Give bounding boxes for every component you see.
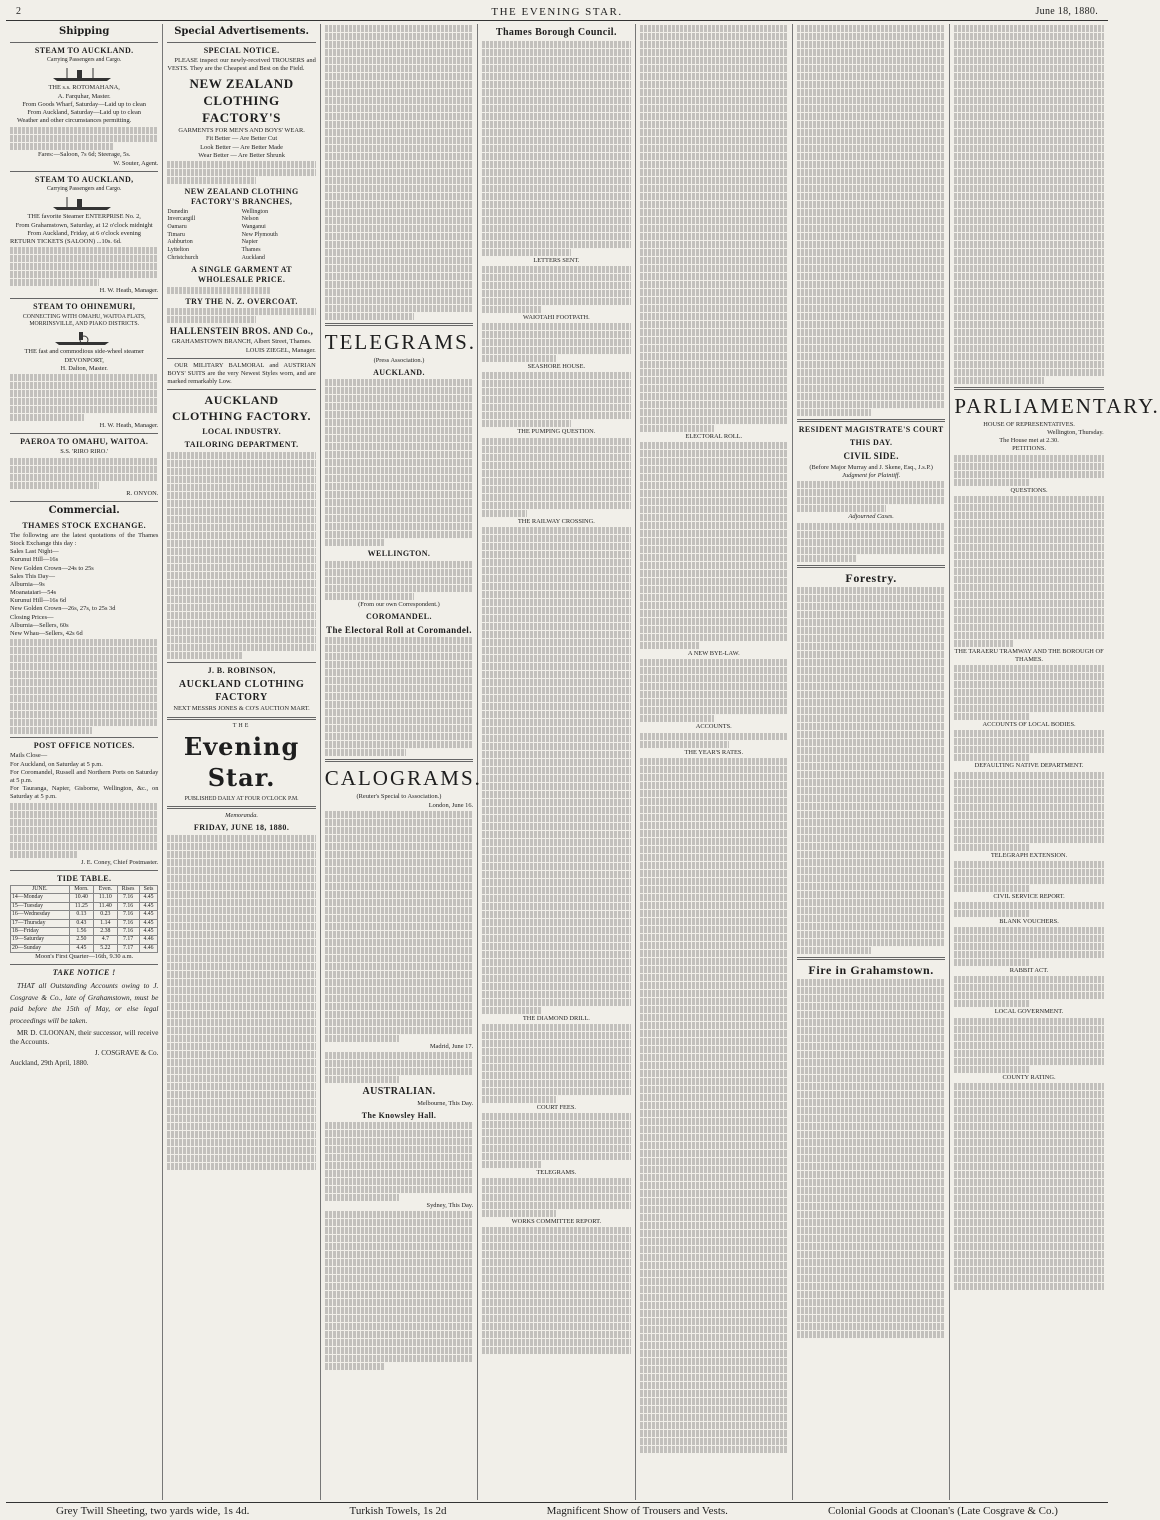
tide-header: Morn. — [69, 885, 94, 893]
commercial-line: New Whau—Sellers, 42s 6d — [10, 630, 83, 638]
text-lines — [797, 587, 945, 954]
footer-item: Colonial Goods at Cloonan's (Late Cosgrave & Co.) — [828, 1505, 1058, 1517]
text-lines — [482, 372, 630, 427]
column-7 — [950, 24, 1160, 1500]
branch: Christchurch — [167, 254, 199, 261]
divider — [167, 806, 315, 809]
tide-row — [11, 911, 158, 919]
text-lines — [954, 25, 1103, 384]
defaulting: DEFAULTING NATIVE DEPARTMENT. — [974, 762, 1084, 770]
text-lines — [640, 733, 788, 748]
ad-agent: H. W. Heath, Manager. — [99, 287, 159, 295]
ad-fares: Fares:—Saloon, 7s 6d; Steerage, 5s. — [37, 151, 131, 159]
text-lines — [482, 438, 630, 517]
text-lines — [167, 308, 315, 323]
text-lines — [954, 861, 1103, 892]
tide-cell: 5.22 — [94, 944, 117, 952]
cablegrams-heading: CALOGRAMS. — [324, 766, 482, 791]
factory-row: Look Better — Are Better Made — [200, 143, 284, 151]
single-garment: A SINGLE GARMENT AT WHOLESALE PRICE. — [191, 265, 293, 285]
text-lines — [954, 772, 1103, 851]
ad-title: STEAM TO AUCKLAND, — [34, 174, 134, 184]
paper-title: Evening Star. — [183, 732, 300, 792]
before-magistrates: (Before Major Murray and J. Skene, Esq., J.s.P.) — [809, 463, 933, 471]
text-lines — [797, 523, 945, 562]
text-lines — [640, 442, 788, 649]
text-lines — [325, 379, 473, 546]
column-1 — [6, 24, 163, 1500]
text-lines — [10, 247, 158, 286]
issue-date: June 18, 1880. — [1035, 6, 1098, 17]
tide-cell: 7.16 — [117, 911, 139, 919]
post-office-line: For Tauranga, Napier, Gisborne, Wellington, &c., on Saturday at 5 p.m. — [10, 785, 159, 801]
text-lines — [10, 127, 158, 150]
divider — [10, 42, 158, 43]
railway-crossing: THE RAILWAY CROSSING. — [517, 517, 595, 525]
text-lines — [954, 665, 1103, 720]
telegrams-sub: TELEGRAMS. — [536, 1169, 577, 1177]
seashore-house: SEASHORE HOUSE. — [527, 363, 586, 371]
section-shipping: Shipping — [59, 26, 110, 37]
text-lines — [482, 1113, 630, 1168]
divider — [797, 419, 945, 422]
factory-sub: GARMENTS FOR MEN'S AND BOYS' WEAR. — [178, 127, 305, 135]
tide-cell: 14—Monday — [11, 894, 70, 902]
text-lines — [797, 979, 945, 1338]
post-office-signoff: J. E. Coney, Chief Postmaster. — [81, 858, 159, 866]
text-lines — [640, 758, 788, 1453]
ad-ship: THE s.s. ROTOMAHANA, — [48, 84, 120, 92]
section-special-ads: Special Advertisements. — [174, 26, 309, 37]
reuters: (Reuter's Special to Association.) — [356, 793, 442, 801]
australian-heading: AUSTRALIAN. — [362, 1085, 436, 1097]
text-lines — [482, 1178, 630, 1217]
column-5 — [636, 24, 793, 1500]
text-lines — [325, 1122, 473, 1201]
ad-sub: Carrying Passengers and Cargo. — [47, 57, 122, 64]
tramway: THE TARAERU TRAMWAY AND THE BOROUGH OF THAMES. — [954, 647, 1104, 663]
fire-heading: Fire in Grahamstown. — [808, 962, 934, 977]
text-lines — [325, 1052, 473, 1083]
footer-item: Turkish Towels, 1s 2d — [349, 1505, 447, 1517]
factory-heading: NEW ZEALAND CLOTHING FACTORY'S — [189, 76, 294, 125]
text-lines — [10, 458, 158, 489]
columns — [6, 24, 1160, 1500]
branch: New Plymouth — [241, 231, 278, 238]
civil-side: CIVIL SIDE. — [843, 451, 899, 462]
ad-note: Weather and other circumstances permitting. — [17, 117, 132, 125]
rabbit-act: RABBIT ACT. — [1009, 967, 1049, 975]
footer-ad-strip — [6, 1502, 1108, 1519]
branch: Lyttelton — [167, 246, 190, 253]
text-lines — [640, 659, 788, 722]
ad-title: PAEROA TO OMAHU, WAITOA. — [20, 437, 149, 447]
text-lines — [954, 496, 1103, 647]
text-lines — [325, 637, 473, 756]
text-lines — [325, 811, 473, 1042]
branch-list — [167, 209, 315, 263]
column-4 — [478, 24, 635, 1500]
factory-row: Fit Better — Are Better Cut — [205, 135, 278, 143]
tide-cell: 15—Tuesday — [11, 902, 70, 910]
take-notice-heading: TAKE NOTICE ! — [52, 968, 116, 978]
tide-row — [11, 902, 158, 910]
tide-table — [10, 885, 158, 953]
tide-cell: 4.45 — [139, 911, 158, 919]
melbourne-dateline: Melbourne, This Day. — [417, 1099, 474, 1107]
text-lines — [10, 374, 158, 421]
ad-line: From Grahamstown, Saturday, at 12 o'clock midnight — [15, 221, 153, 229]
ad-master: H. Dalton, Master. — [60, 364, 108, 372]
county-rating: COUNTY RATING. — [1002, 1073, 1056, 1081]
local-industry: LOCAL INDUSTRY. — [202, 427, 281, 437]
branch: Nelson — [241, 216, 259, 223]
section-commercial: Commercial. — [48, 504, 120, 516]
tide-row — [11, 936, 158, 944]
text-lines — [797, 481, 945, 512]
commercial-line: Kurunui Hill—16s — [10, 556, 59, 564]
adjourned: Adjourned Cases. — [848, 513, 894, 521]
house-met: The House met at 2.30. — [999, 437, 1059, 445]
tide-cell: 4.46 — [139, 936, 158, 944]
post-office-line: For Auckland, on Saturday at 5 p.m. — [10, 760, 103, 768]
auckland-dateline: AUCKLAND. — [373, 368, 425, 378]
wellington-dateline: Wellington, Thursday. — [1047, 429, 1104, 437]
court-fees: COURT FEES. — [536, 1103, 576, 1111]
memoranda: Memoranda. — [225, 812, 258, 820]
ad-agent: W. Souter, Agent. — [113, 159, 159, 167]
text-lines — [482, 527, 630, 1014]
post-office-line: For Coromandel, Russell and Northern Ports on Saturday at 5 p.m. — [10, 768, 159, 784]
tide-cell: 4.45 — [139, 919, 158, 927]
local-government: LOCAL GOVERNMENT. — [994, 1008, 1064, 1016]
forestry-heading: Forestry. — [845, 570, 897, 585]
take-notice-sign: MR D. CLOONAN, their successor, will receive the Accounts. — [10, 1029, 159, 1047]
text-lines — [954, 1018, 1103, 1073]
ad-agent: H. W. Heath, Manager. — [99, 421, 159, 429]
footer-item: Magnificent Show of Trousers and Vests. — [546, 1505, 728, 1517]
tide-cell: 10.40 — [69, 894, 94, 902]
tide-cell: 7.16 — [117, 928, 139, 936]
tide-cell: 4.45 — [69, 944, 94, 952]
ad-line: From Goods Wharf, Saturday—Laid up to clean — [22, 100, 146, 108]
divider — [10, 870, 158, 871]
overcoat: TRY THE N. Z. OVERCOAT. — [185, 296, 298, 306]
ad-title: STEAM TO OHINEMURI, — [33, 302, 136, 312]
parliamentary-heading: PARLIAMENTARY. — [954, 394, 1160, 418]
telegraph: TELEGRAPH EXTENSION. — [990, 851, 1068, 859]
masthead — [6, 4, 1108, 21]
ad-fares: RETURN TICKETS (SALOON) ...10s. 6d. — [10, 237, 122, 245]
branch: Wanganui — [241, 223, 266, 230]
divider — [10, 964, 158, 965]
ad-sub: CONNECTING WITH OMAHU, WAITOA FLATS, MORRINSVILLE, AND PIAKO DISTRICTS. — [22, 313, 146, 327]
tide-row — [11, 928, 158, 936]
column-3 — [321, 24, 482, 1500]
tide-header-row — [11, 885, 158, 893]
tide-cell: 0.13 — [69, 911, 94, 919]
divider — [167, 662, 315, 663]
london-dateline: London, June 16. — [428, 801, 474, 809]
shipping-ad — [10, 46, 158, 168]
text-lines — [482, 266, 630, 313]
take-notice-body: THAT all Outstanding Accounts owing to J. Cosgrave & Co., late of Grahamstown, must be paid before the 15th of May, or else legal proceedings will be taken. — [10, 980, 159, 1026]
take-notice-company: J. COSGRAVE & Co. — [94, 1049, 159, 1058]
text-lines — [482, 1227, 630, 1354]
ad-title: STEAM TO AUCKLAND. — [34, 45, 134, 55]
house-heading: HOUSE OF REPRESENTATIVES. — [983, 420, 1075, 428]
knowsley-heading: The Knowsley Hall. — [361, 1110, 437, 1120]
divider — [325, 323, 473, 326]
text-lines — [167, 161, 315, 184]
rm-court-heading: RESIDENT MAGISTRATE'S COURT — [798, 425, 944, 434]
divider — [797, 957, 945, 960]
text-lines — [640, 25, 788, 432]
tide-cell: 2.50 — [69, 936, 94, 944]
ad-agent: R. ONYON. — [126, 489, 159, 497]
works-committee: WORKS COMMITTEE REPORT. — [511, 1218, 602, 1226]
judgment: Judgment for Plaintiff. — [842, 472, 901, 480]
ad-line: From Auckland, Friday, at 6 o'clock evening — [27, 229, 141, 237]
tide-cell: 7.16 — [117, 919, 139, 927]
ad-ship: THE favorite Steamer ENTERPRISE No. 2, — [27, 213, 141, 221]
paper-the: THE — [232, 722, 251, 729]
tide-row — [11, 894, 158, 902]
shipping-ad — [10, 437, 158, 498]
divider — [167, 358, 315, 359]
council-heading: Thames Borough Council. — [495, 27, 617, 38]
shipping-ad — [10, 175, 158, 296]
commercial-line: New Golden Crown—24s to 25s — [10, 564, 94, 572]
text-lines — [325, 1211, 473, 1370]
commercial-line: New Golden Crown—26s, 27s, to 25s 3d — [10, 605, 116, 613]
accounts-local: ACCOUNTS OF LOCAL BODIES. — [982, 721, 1076, 729]
electoral-roll: ELECTORAL ROLL. — [685, 433, 743, 440]
text-lines — [954, 902, 1103, 917]
ad-sub: S.S. 'RIRO RIRO.' — [60, 448, 109, 456]
text-lines — [10, 803, 158, 858]
tide-cell: 18—Friday — [11, 928, 70, 936]
civil-service: CIVIL SERVICE REPORT. — [993, 892, 1065, 900]
text-lines — [954, 927, 1103, 966]
divider — [325, 759, 473, 762]
branch: Auckland — [241, 254, 265, 261]
questions: QUESTIONS. — [1010, 486, 1048, 494]
text-lines — [954, 1083, 1103, 1290]
ad-line: From Auckland, Saturday—Laid up to clean — [27, 109, 141, 116]
commercial-line: Closing Prices— — [10, 613, 54, 621]
branches-heading: NEW ZEALAND CLOTHING FACTORY'S BRANCHES, — [184, 187, 299, 207]
paper-name: THE EVENING STAR. — [491, 6, 623, 18]
footer-item: Grey Twill Sheeting, two yards wide, 1s 4d. — [56, 1505, 250, 1517]
branch: Napier — [241, 239, 258, 246]
tide-cell: 11.40 — [94, 902, 117, 910]
robinson: J. B. ROBINSON, — [207, 665, 276, 675]
take-notice-date: Auckland, 29th April, 1880. — [10, 1058, 89, 1067]
tide-cell: 2.38 — [94, 928, 117, 936]
text-lines — [797, 25, 945, 416]
robinson-addr: NEXT MESSRS JONES & CO'S AUCTION MART. — [173, 705, 310, 713]
sydney-dateline: Sydney, This Day. — [426, 1202, 474, 1210]
tide-header: Even. — [94, 885, 117, 893]
text-lines — [482, 41, 630, 256]
military-ad: OUR MILITARY BALMORAL and AUSTRIAN BOYS' SUITS are the very Newest Styles worn, and are marked remarkably Low. — [167, 361, 316, 386]
text-lines — [167, 835, 315, 1170]
tide-row — [11, 919, 158, 927]
ad-sub: Carrying Passengers and Cargo. — [47, 185, 122, 192]
post-office-line: Mails Close— — [10, 752, 48, 760]
tide-cell: 7.17 — [117, 936, 139, 944]
commercial-line: Kurunui Hill—16s 6d — [10, 597, 67, 605]
page-number: 2 — [16, 6, 22, 17]
tide-cell: 0.23 — [94, 911, 117, 919]
tide-header: Sets — [139, 885, 158, 893]
tide-note: Moon's First Quarter—16th, 9.30 a.m. — [35, 953, 134, 961]
divider — [797, 565, 945, 568]
text-lines — [10, 639, 158, 734]
column-2 — [163, 24, 320, 1500]
divider — [10, 171, 158, 172]
divider — [954, 387, 1103, 390]
tide-cell: 20—Sunday — [11, 944, 70, 952]
steamship-icon — [49, 195, 119, 211]
divider — [167, 42, 315, 43]
tide-cell: 0.43 — [69, 919, 94, 927]
branch: Wellington — [241, 208, 269, 215]
tide-header: Rises — [117, 885, 139, 893]
tide-cell: 1.56 — [69, 928, 94, 936]
tide-cell: 19—Saturday — [11, 936, 70, 944]
own-correspondent: (From our own Correspondent.) — [358, 600, 440, 608]
dateline: FRIDAY, JUNE 18, 1880. — [193, 823, 290, 833]
post-office-heading: POST OFFICE NOTICES. — [33, 741, 135, 751]
commercial-line: The following are the latest quotations of the Thames Stock Exchange this day : — [10, 531, 159, 547]
text-lines — [482, 323, 630, 362]
electoral-heading: The Electoral Roll at Coromandel. — [326, 624, 472, 635]
divider — [10, 298, 158, 299]
tide-row — [11, 944, 158, 952]
divider — [10, 501, 158, 502]
manager: LOUIS ZIEGEL, Manager. — [245, 346, 316, 354]
branch: Thames — [241, 246, 261, 253]
divider — [167, 389, 315, 390]
tide-cell: 11.25 — [69, 902, 94, 910]
commercial-line: Sales This Day— — [10, 572, 55, 580]
tide-cell: 16—Wednesday — [11, 911, 70, 919]
text-lines — [167, 452, 315, 659]
shipping-ad — [10, 302, 158, 430]
special-notice-body: PLEASE inspect our newly-received TROUSERS and VESTS. They are the Cheapest and Best on the Field. — [167, 57, 316, 73]
robinson-sub: AUCKLAND CLOTHING FACTORY — [178, 678, 305, 703]
ad-master: A. Farquhar, Master. — [57, 92, 111, 100]
press-association: (Press Association.) — [373, 356, 425, 364]
published: PUBLISHED DAILY AT FOUR O'CLOCK P.M. — [184, 795, 299, 802]
madrid-dateline: Madrid, June 17. — [429, 1042, 474, 1050]
pumping-question: THE PUMPING QUESTION. — [517, 428, 596, 436]
tide-cell: 4.45 — [139, 928, 158, 936]
divider — [167, 717, 315, 720]
text-lines — [482, 1024, 630, 1103]
coromandel-dateline: COROMANDEL. — [365, 611, 432, 621]
commercial-line: Alburnia—Sellers, 60s — [10, 621, 69, 629]
commercial-line: Alburnia—9s — [10, 580, 45, 588]
branch: Ashburton — [167, 239, 193, 246]
tide-cell: 7.17 — [117, 944, 139, 952]
tide-table-heading: TIDE TABLE. — [57, 873, 112, 883]
tide-cell: 7.16 — [117, 902, 139, 910]
branch: Dunedin — [167, 208, 189, 215]
ad-ship: THE fast and commodious side-wheel steamer DEVONPORT, — [24, 348, 144, 364]
text-lines — [954, 730, 1103, 761]
tide-cell: 4.7 — [94, 936, 117, 944]
factory-row: Wear Better — Are Better Shrunk — [198, 151, 285, 159]
text-lines — [954, 455, 1103, 486]
commercial-line: Sales Last Night— — [10, 548, 59, 556]
letters-sent: LETTERS SENT. — [533, 256, 580, 264]
tide-header: JUNE. — [11, 885, 70, 893]
wellington-dateline: WELLINGTON. — [367, 549, 431, 559]
diamond-drill: THE DIAMOND DRILL. — [522, 1014, 590, 1022]
tide-cell: 4.45 — [139, 894, 158, 902]
hallenstein: HALLENSTEIN BROS. AND Co., — [169, 325, 314, 336]
tide-cell: 1.14 — [94, 919, 117, 927]
text-lines — [954, 976, 1103, 1007]
this-day: THIS DAY. — [849, 438, 893, 448]
steamship-icon — [49, 66, 119, 82]
commercial-heading: THAMES STOCK EXCHANGE. — [22, 520, 146, 530]
text-lines — [167, 287, 315, 294]
branch: Oamaru — [167, 223, 187, 230]
column-6 — [793, 24, 950, 1500]
waiotahi-footpath: WAIOTAHI FOOTPATH. — [523, 313, 590, 321]
hallenstein-sub: GRAHAMSTOWN BRANCH, Albert Street, Thames. — [171, 338, 312, 346]
new-bylaw: A NEW BYE-LAW. — [687, 650, 740, 658]
text-lines — [325, 561, 473, 600]
divider — [10, 737, 158, 738]
branch: Timaru — [167, 231, 185, 238]
petitions: PETITIONS. — [1012, 445, 1046, 453]
branch: Invercargill — [167, 216, 196, 223]
tide-cell: 7.16 — [117, 894, 139, 902]
paddle-steamer-icon — [49, 330, 119, 346]
blank-vouchers: BLANK VOUCHERS. — [999, 917, 1059, 925]
telegrams-heading: TELEGRAMS. — [324, 330, 477, 354]
tide-cell: 11.10 — [94, 894, 117, 902]
tailoring: TAILORING DEPARTMENT. — [184, 440, 299, 450]
auckland-clothing: AUCKLAND CLOTHING FACTORY. — [172, 393, 312, 423]
tide-cell: 4.46 — [139, 944, 158, 952]
tide-cell: 4.45 — [139, 902, 158, 910]
commercial-line: Moanataiari—54s — [10, 589, 57, 597]
special-notice-heading: SPECIAL NOTICE. — [203, 45, 280, 55]
years-rates: THE YEAR'S RATES. — [684, 748, 744, 756]
text-lines — [325, 25, 473, 320]
divider — [10, 433, 158, 434]
tide-cell: 17—Thursday — [11, 919, 70, 927]
accounts: ACCOUNTS. — [695, 723, 732, 731]
